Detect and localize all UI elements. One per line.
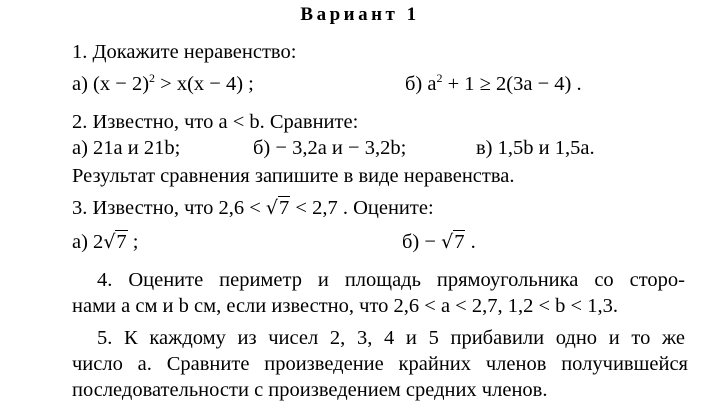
sqrt-symbol: √ xyxy=(103,231,116,253)
variant-title: Вариант 1 xyxy=(300,4,420,25)
task5-line-1: 5. К каждому из чисел 2, 3, 4 и 5 прибавили одно и то же xyxy=(97,327,685,349)
task4-line-1: 4. Оцените периметр и площадь прямоугольника со сторо- xyxy=(97,269,685,291)
task2-item-a: а) 21a и 21b; xyxy=(72,137,181,159)
task1-b-exponent: 2 xyxy=(436,71,443,85)
task2-item-c: в) 1,5b и 1,5a. xyxy=(476,137,595,159)
task3-text-after: < 2,7 . Оцените: xyxy=(290,197,434,219)
task3-b-radicand: 7 xyxy=(454,231,465,253)
task1-a-exponent: 2 xyxy=(149,71,156,85)
task1-item-a xyxy=(72,72,254,96)
task3-a-post: ; xyxy=(127,231,139,253)
task3-b-post: . xyxy=(465,231,476,253)
task2-item-b: б) − 3,2a и − 3,2b; xyxy=(253,137,407,159)
task2-result-instruction: Результат сравнения запишите в виде неравенства. xyxy=(72,165,515,187)
task1-prompt: 1. Докажите неравенство: xyxy=(72,41,297,63)
task3-item-b xyxy=(402,230,476,254)
task3-a-pre: а) 2 xyxy=(72,231,104,253)
task3-a-radicand: 7 xyxy=(116,231,127,253)
task1-b-rest: + 1 ≥ 2(3a − 4) . xyxy=(442,73,582,95)
task3-text-before: 3. Известно, что 2,6 < xyxy=(72,197,266,219)
sqrt-symbol: √ xyxy=(441,231,454,253)
task3-b-pre: б) − xyxy=(402,231,442,253)
task4-line-2: нами a см и b см, если известно, что 2,6 < a < 2,7, 1,2 < b < 1,3. xyxy=(72,295,618,317)
task1-item-b xyxy=(405,72,582,96)
task2-prompt: 2. Известно, что a < b. Сравните: xyxy=(72,111,359,133)
task3-item-a xyxy=(72,230,139,254)
task3-radicand: 7 xyxy=(279,197,290,219)
task3-prompt xyxy=(72,196,434,220)
task1-a-rest: > x(x − 4) ; xyxy=(155,73,254,95)
task5-line-3: последовательности с произведением средних членов. xyxy=(72,379,548,401)
task5-line-2: число a. Сравните произведение крайних членов получившейся xyxy=(72,353,688,375)
task1-a-base: а) (x − 2) xyxy=(72,73,150,95)
task1-b-base: б) a xyxy=(405,73,437,95)
sqrt-symbol: √ xyxy=(265,197,279,219)
